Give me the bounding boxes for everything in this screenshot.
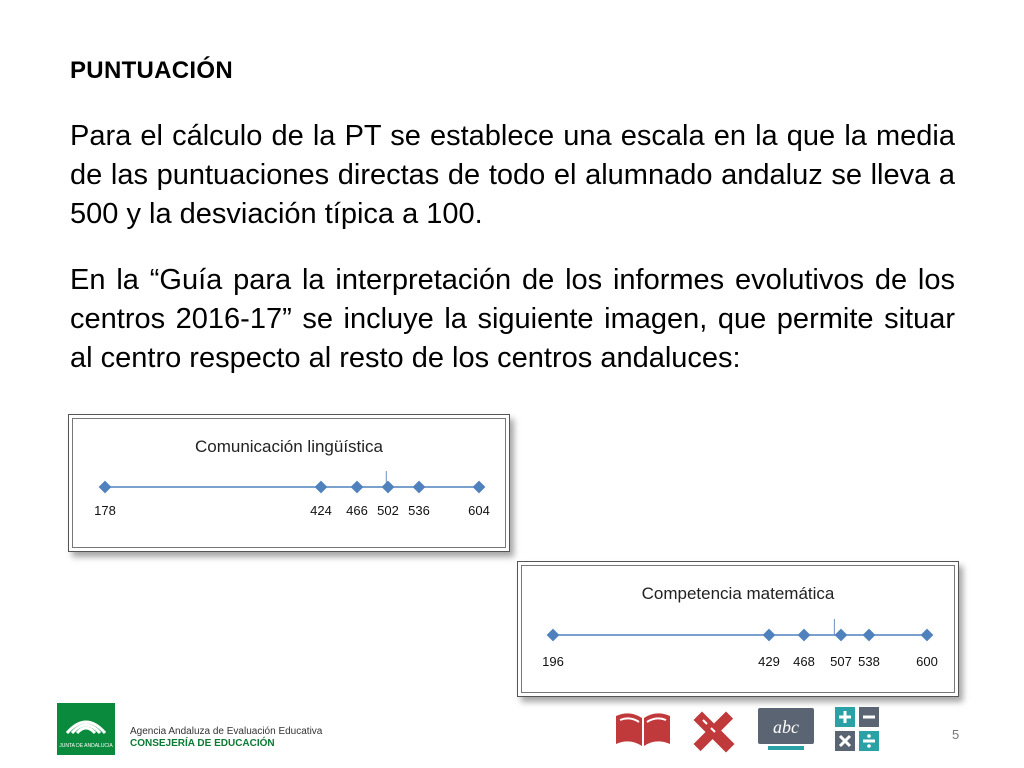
page-number: 5 [952, 727, 960, 742]
logo-text: JUNTA DE ANDALUCIA [59, 743, 113, 749]
scale-point-label: 604 [468, 503, 490, 518]
open-book-icon [612, 706, 674, 757]
scale-title: Comunicación lingüística [194, 437, 384, 456]
scale-point-label: 466 [346, 503, 368, 518]
scale-point [351, 481, 364, 494]
junta-andalucia-logo [57, 703, 115, 755]
scale-point-label: 429 [758, 654, 780, 669]
ministry-name: CONSEJERÍA DE EDUCACIÓN [130, 738, 275, 749]
scale-point-label: 424 [310, 503, 332, 518]
slide-heading: PUNTUACIÓN [70, 57, 233, 84]
scale-point-label: 536 [408, 503, 430, 518]
svg-text:abc: abc [773, 717, 799, 737]
scale-point-label: 196 [542, 654, 564, 669]
scale-axis [69, 415, 509, 551]
scale-point [763, 629, 776, 642]
agency-name: Agencia Andaluza de Evaluación Educativa [130, 726, 323, 737]
paragraph-2: En la “Guía para la interpretación de los informes evolutivos de los centros 2016-17” se incluye la siguiente imagen, que permite situar al centro respecto al resto de los centros andaluces: [70, 264, 955, 374]
scale-axis [518, 562, 958, 696]
abc-board-icon [754, 706, 818, 759]
scale-title: Competencia matemática [641, 584, 835, 603]
pencil-ruler-icon [687, 706, 741, 761]
scale-point-label: 538 [858, 654, 880, 669]
scale-point [835, 629, 848, 642]
scale-point [863, 629, 876, 642]
calculator-icon [834, 706, 880, 757]
scale-point-label: 600 [916, 654, 938, 669]
scale-point-label: 178 [94, 503, 116, 518]
scale-matematica [517, 561, 959, 697]
scale-point-label: 507 [830, 654, 852, 669]
scale-point [473, 481, 486, 494]
scale-point [547, 629, 560, 642]
scale-point [382, 481, 395, 494]
scale-point [413, 481, 426, 494]
scale-point [315, 481, 328, 494]
scale-point-label: 468 [793, 654, 815, 669]
scale-comunicacion [68, 414, 510, 552]
scale-point-label: 502 [377, 503, 399, 518]
scale-point [921, 629, 934, 642]
paragraph-1: Para el cálculo de la PT se establece una escala en la que la media de las puntuaciones directas de todo el alumnado andaluz se lleva a 500 y la desviación típica a 100. [70, 120, 955, 230]
scale-point [99, 481, 112, 494]
scale-point [798, 629, 811, 642]
